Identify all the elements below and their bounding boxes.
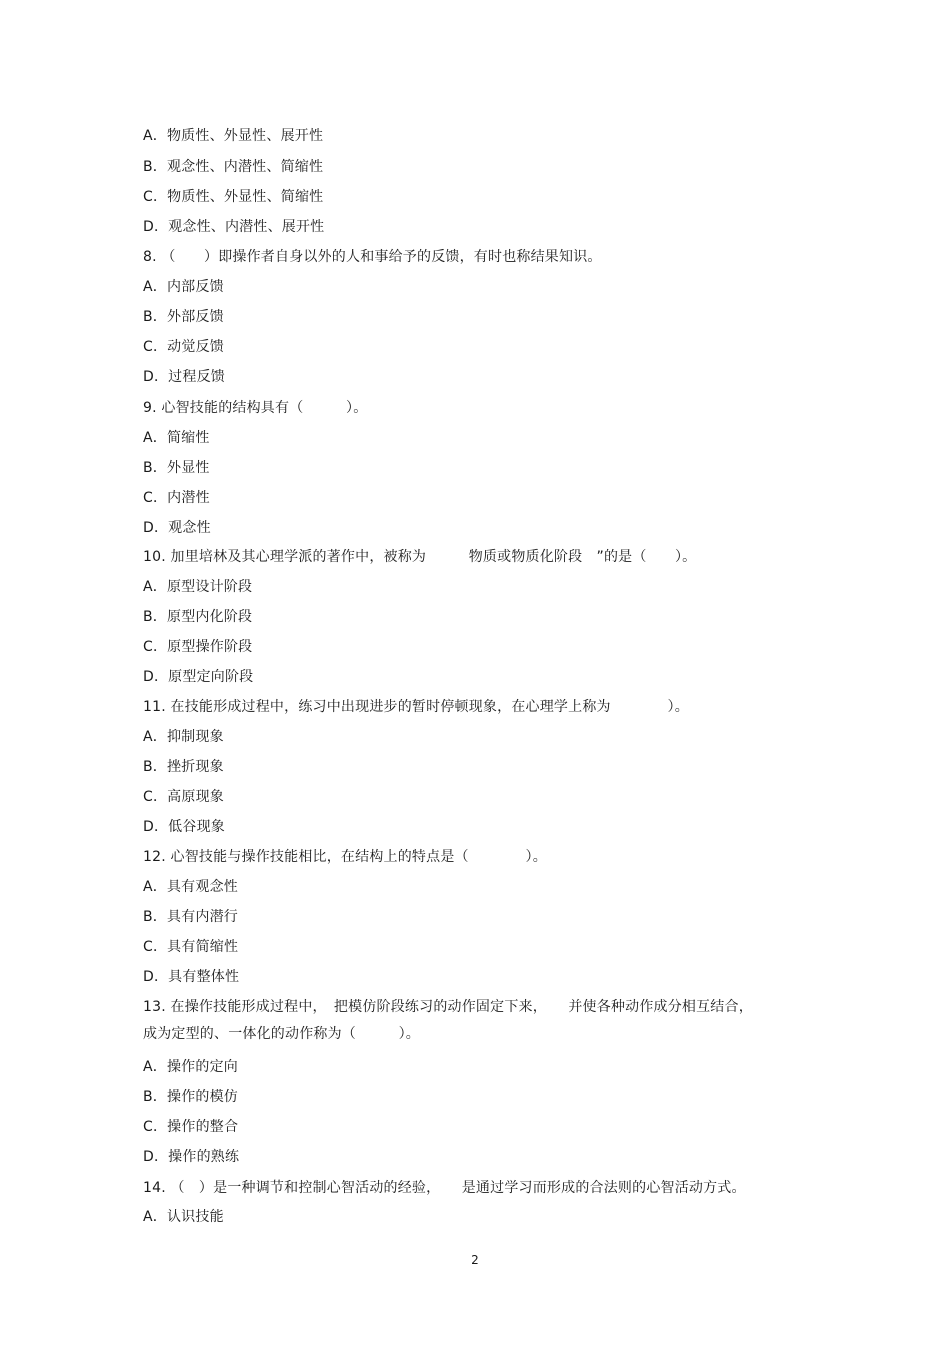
page-number: 2 [471,1253,479,1267]
q7-option-c: C．物质性、外显性、简缩性 [143,189,324,205]
q14-option-a: A．认识技能 [143,1209,224,1225]
question-9: 9. 心智技能的结构具有（ ）。 [143,400,368,416]
q7-option-d: D．观念性、内潜性、展开性 [143,219,325,235]
q7-option-b: B．观念性、内潜性、简缩性 [143,159,324,175]
q8-option-c: C．动觉反馈 [143,339,224,355]
q9-option-d: D．观念性 [143,520,211,536]
q11-option-b: B．挫折现象 [143,759,224,775]
question-13: 13. 在操作技能形成过程中， 把模仿阶段练习的动作固定下来， 并使各种动作成分相互结合， [143,999,753,1015]
q8-option-d: D．过程反馈 [143,369,225,385]
question-11: 11. 在技能形成过程中，练习中出现进步的暂时停顿现象，在心理学上称为 ）。 [143,699,689,715]
q10-option-c: C．原型操作阶段 [143,639,253,655]
q11-option-c: C．高原现象 [143,789,224,805]
q12-option-c: C．具有简缩性 [143,939,239,955]
q7-option-a: A．物质性、外显性、展开性 [143,128,324,144]
q12-option-b: B．具有内潜行 [143,909,239,925]
question-10: 10. 加里培林及其心理学派的著作中，被称为 物质或物质化阶段 ”的是（ ）。 [143,549,697,565]
q11-option-d: D．低谷现象 [143,819,225,835]
q10-option-d: D．原型定向阶段 [143,669,254,685]
q13-option-b: B．操作的模仿 [143,1089,239,1105]
q8-option-a: A．内部反馈 [143,279,224,295]
q13-option-d: D．操作的熟练 [143,1149,240,1165]
q12-option-d: D．具有整体性 [143,969,240,985]
q9-option-b: B．外显性 [143,460,210,476]
question-14: 14. （ ）是一种调节和控制心智活动的经验， 是通过学习而形成的合法则的心智活动方式。 [143,1180,746,1196]
q11-option-a: A．抑制现象 [143,729,224,745]
q10-option-a: A．原型设计阶段 [143,579,253,595]
q9-option-a: A．简缩性 [143,430,210,446]
q13-option-c: C．操作的整合 [143,1119,239,1135]
q9-option-c: C．内潜性 [143,490,210,506]
question-13-continued: 成为定型的、一体化的动作称为（ ）。 [143,1026,420,1042]
question-8: 8. （ ）即操作者自身以外的人和事给予的反馈，有时也称结果知识。 [143,249,602,265]
q10-option-b: B．原型内化阶段 [143,609,253,625]
q12-option-a: A．具有观念性 [143,879,238,895]
q8-option-b: B．外部反馈 [143,309,224,325]
question-12: 12. 心智技能与操作技能相比，在结构上的特点是（ ）。 [143,849,547,865]
q13-option-a: A．操作的定向 [143,1059,238,1075]
